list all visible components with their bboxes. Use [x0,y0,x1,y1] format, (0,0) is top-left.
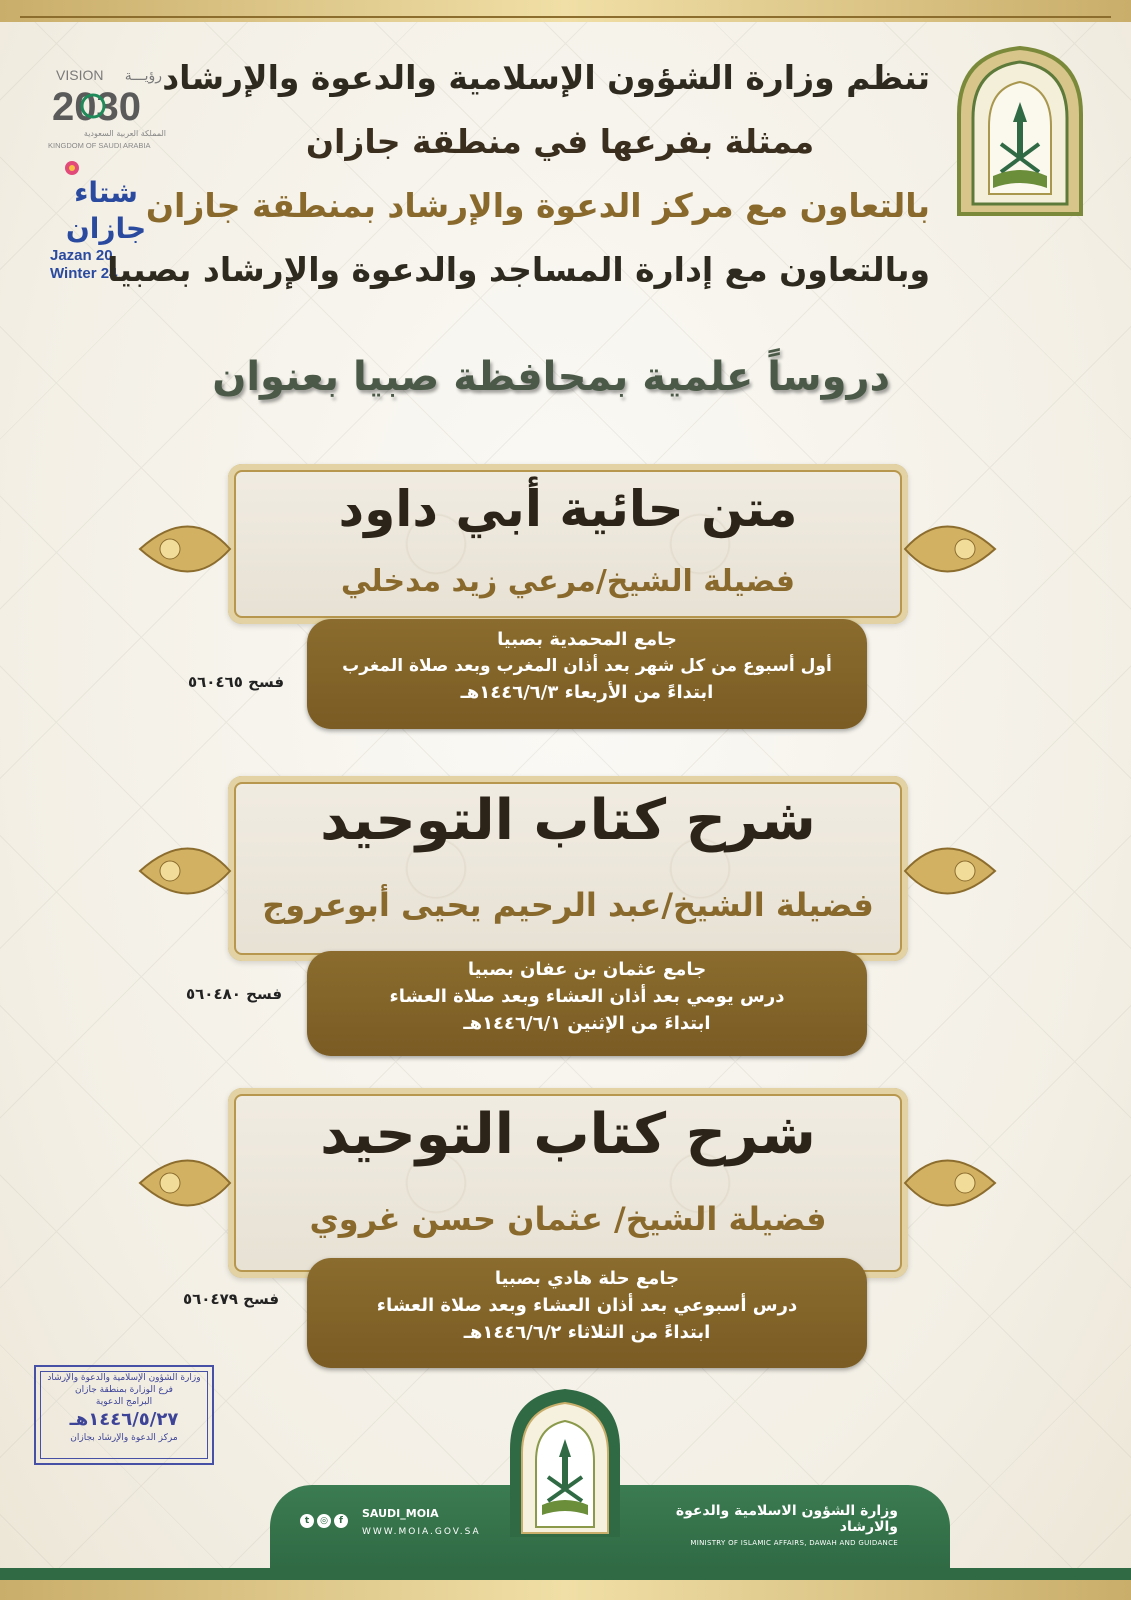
permit-number: فسح ٥٦٠٤٦٥ [188,673,285,691]
stamp-line-4: مركز الدعوة والإرشاد بجازان [70,1433,178,1443]
lesson-start: ابتداءً من الأربعاء ١٤٤٦/٦/٣هـ [460,682,714,703]
stamp-line-2: فرع الوزارة بمنطقة جازان [75,1385,173,1395]
social-icons [300,1508,351,1528]
lesson-title: شرح كتاب التوحيد [320,788,816,853]
ornament-icon [895,1128,1005,1238]
lesson-title: متن حائية أبي داود [338,480,798,538]
stamp-line-3: البرامج الدعوية [95,1397,153,1407]
bottom-border [0,1580,1131,1600]
ornament-icon [895,816,1005,926]
lesson-mosque: جامع حلة هادي بصبيا [494,1268,680,1289]
footer-ministry-en: MINISTRY OF ISLAMIC AFFAIRS, DAWAH AND GUIDANCE [690,1539,898,1547]
footer-strip [0,1568,1131,1580]
winter-ar-2: جازان [65,212,147,245]
header-line-4: وبالتعاون مع إدارة المساجد والدعوة والإرشاد بصبيا [107,250,930,289]
twitter-icon[interactable]: t [300,1514,314,1528]
lesson-sheikh: فضيلة الشيخ/مرعي زيد مدخلي [340,564,796,599]
lesson-info [307,619,867,729]
vision-top-en: VISION [56,67,104,83]
footer-ministry-emblem [506,1387,624,1537]
stamp-number: ١٤٤٦/٥/٢٧هـ [69,1409,179,1430]
lesson-card-3 [150,1088,985,1378]
vision-2030-logo [44,56,174,156]
ornament-icon [130,816,240,926]
lesson-banner [228,1088,908,1278]
footer-ministry [668,1503,898,1547]
website-link[interactable]: WWW.MOIA.GOV.SA [362,1527,481,1537]
lesson-info [307,1258,867,1368]
vision-kingdom-en: KINGDOM OF SAUDI ARABIA [48,141,151,150]
lesson-start: ابتداءَ من الإثنين ١٤٤٦/٦/١هـ [463,1013,711,1034]
lesson-sheikh: فضيلة الشيخ/عبد الرحيم يحيى أبوعروج [262,886,874,924]
header-line-3: بالتعاون مع مركز الدعوة والإرشاد بمنطقة جازان [145,186,930,225]
vision-year: 2030 [52,85,141,129]
header-line-1: تنظم وزارة الشؤون الإسلامية والدعوة والإرشاد [162,58,930,97]
ornament-icon [130,494,240,604]
footer-ministry-ar: وزارة الشؤون الاسلامية والدعوة والارشاد [675,1503,898,1535]
lesson-mosque: جامع المحمدية بصبيا [497,629,677,650]
permit-number: فسح ٥٦٠٤٧٩ [183,1290,280,1308]
instagram-icon[interactable]: ◎ [317,1514,331,1528]
lesson-schedule: درس يومي بعد أذان العشاء وبعد صلاة العشاء [389,986,785,1007]
subtitle: دروساً علمية بمحافظة صبيا بعنوان [212,354,890,400]
header-line-2: ممثلة بفرعها في منطقة جازان [305,122,815,161]
lesson-sheikh: فضيلة الشيخ/ عثمان حسن غروي [309,1200,827,1238]
vision-kingdom-ar: المملكة العربية السعودية [83,129,166,138]
ornament-icon [130,1128,240,1238]
lesson-banner [228,464,908,624]
stamp-line-1: وزارة الشؤون الإسلامية والدعوة والإرشاد [47,1373,201,1383]
approval-stamp [34,1365,214,1465]
ornament-icon [895,494,1005,604]
lesson-card-1 [150,464,985,734]
lesson-mosque: جامع عثمان بن عفان بصبيا [467,959,707,980]
winter-en-1: Jazan 20 [50,247,113,264]
social-handle[interactable]: SAUDI_MOIA [362,1507,439,1520]
lesson-start: ابتداءً من الثلاثاء ١٤٤٦/٦/٢هـ [463,1322,711,1343]
lesson-schedule: درس أسبوعي بعد أذان العشاء وبعد صلاة العشاء [376,1295,798,1316]
lesson-title: شرح كتاب التوحيد [320,1102,816,1167]
permit-number: فسح ٥٦٠٤٨٠ [186,985,283,1003]
ministry-emblem [953,44,1087,219]
lesson-schedule: أول أسبوع من كل شهر بعد أذان المغرب وبعد صلاة المغرب [342,656,832,676]
winter-en-2: Winter 24 [50,265,118,282]
facebook-icon[interactable]: f [334,1514,348,1528]
vision-top-ar: رؤيـــة [124,68,162,84]
lesson-card-2 [150,776,985,1056]
lesson-info [307,951,867,1056]
top-border [0,0,1131,22]
lesson-banner [228,776,908,961]
winter-ar-1: شتاء [74,176,138,209]
